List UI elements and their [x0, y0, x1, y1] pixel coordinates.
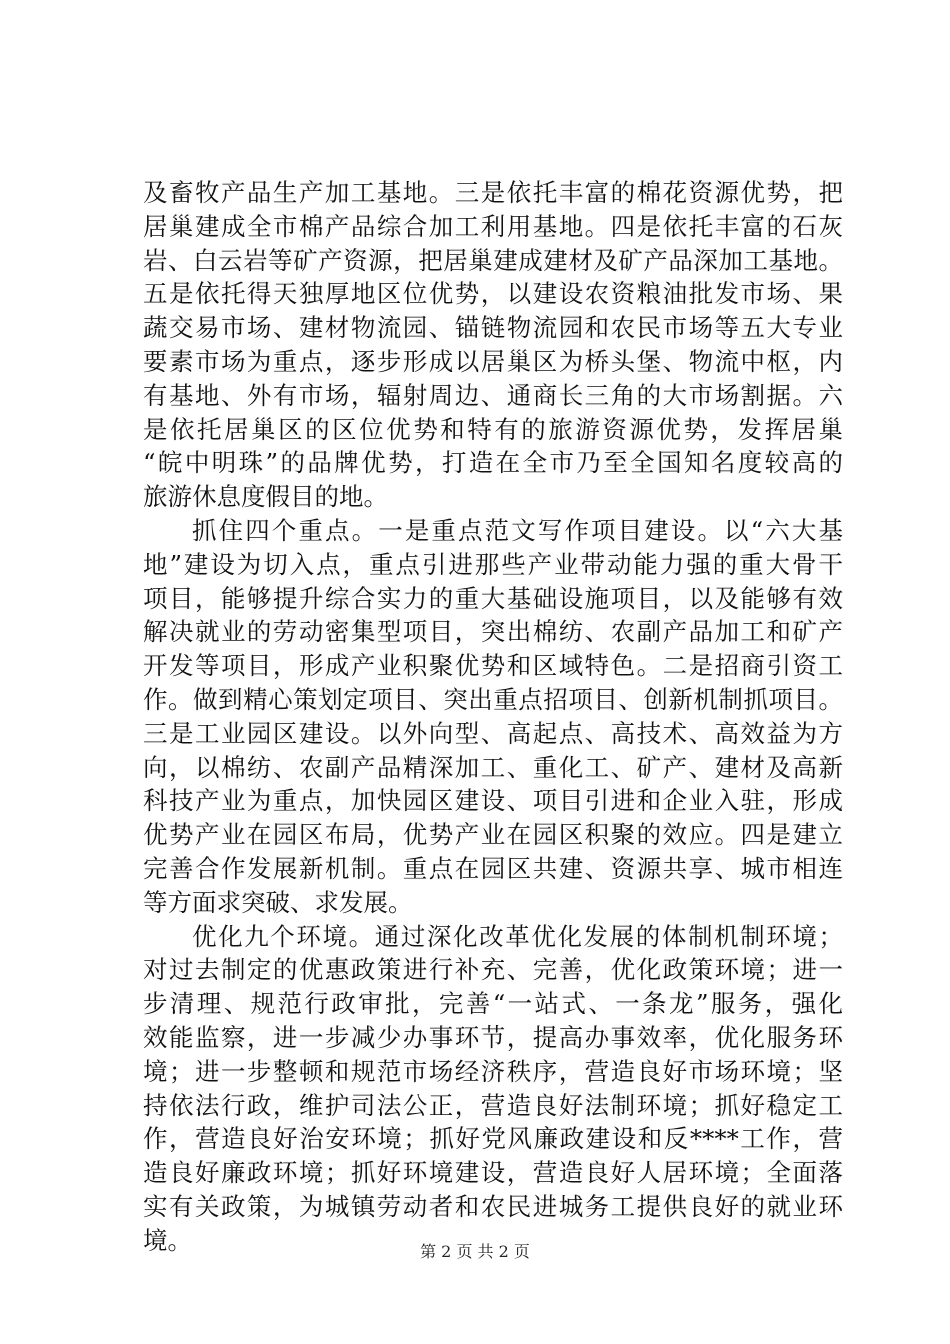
text-line: 步清理、规范行政审批，完善“一站式、一条龙”服务，强化 — [143, 989, 843, 1019]
text-line: 五是依托得天独厚地区位优势，以建设农资粮油批发市场、果 — [143, 279, 843, 309]
text-line: 要素市场为重点，逐步形成以居巢区为桥头堡、物流中枢，内 — [143, 346, 843, 376]
text-line: 旅游休息度假目的地。 — [143, 482, 388, 512]
document-body — [143, 176, 843, 1258]
text-line: 效能监察，进一步减少办事环节，提高办事效率，优化服务环 — [143, 1022, 843, 1052]
text-line: 项目，能够提升综合实力的重大基础设施项目，以及能够有效 — [143, 583, 843, 613]
text-line: 造良好廉政环境；抓好环境建设，营造良好人居环境；全面落 — [143, 1158, 843, 1188]
text-line: 科技产业为重点，加快园区建设、项目引进和企业入驻，形成 — [143, 786, 843, 816]
text-line: 蔬交易市场、建材物流园、锚链物流园和农民市场等五大专业 — [143, 313, 843, 343]
page-footer: 第 2 页 共 2 页 — [420, 1242, 530, 1261]
text-line: 境。 — [143, 1225, 192, 1255]
text-line: 作。做到精心策划定项目、突出重点招项目、创新机制抓项目。 — [143, 684, 843, 714]
text-line: 优势产业在园区布局，优势产业在园区积聚的效应。四是建立 — [143, 820, 843, 850]
text-line: 持依法行政，维护司法公正，营造良好法制环境；抓好稳定工 — [143, 1090, 843, 1120]
text-line: 作，营造良好治安环境；抓好党风廉政建设和反****工作，营 — [143, 1124, 843, 1154]
text-line: 岩、白云岩等矿产资源，把居巢建成建材及矿产品深加工基地。 — [143, 245, 843, 275]
text-line: 解决就业的劳动密集型项目，突出棉纺、农副产品加工和矿产 — [143, 617, 843, 647]
text-line: 及畜牧产品生产加工基地。三是依托丰富的棉花资源优势，把 — [143, 178, 843, 207]
text-line: 开发等项目，形成产业积聚优势和区域特色。二是招商引资工 — [143, 651, 843, 681]
text-line: 居巢建成全市棉产品综合加工利用基地。四是依托丰富的石灰 — [143, 211, 843, 241]
text-line: 对过去制定的优惠政策进行补充、完善，优化政策环境；进一 — [143, 955, 843, 985]
text-line: 等方面求突破、求发展。 — [143, 887, 413, 917]
text-line: 实有关政策，为城镇劳动者和农民进城务工提供良好的就业环 — [143, 1191, 843, 1221]
text-line: 三是工业园区建设。以外向型、高起点、高技术、高效益为方 — [143, 718, 843, 748]
text-line: “皖中明珠”的品牌优势，打造在全市乃至全国知名度较高的 — [143, 448, 843, 478]
text-line: 向，以棉纺、农副产品精深加工、重化工、矿产、建材及高新 — [143, 752, 843, 782]
text-line: 优化九个环境。通过深化改革优化发展的体制机制环境； — [192, 921, 843, 951]
text-line: 有基地、外有市场，辐射周边、通商长三角的大市场割据。六 — [143, 380, 843, 410]
text-line: 境；进一步整顿和规范市场经济秩序，营造良好市场环境；坚 — [143, 1056, 843, 1086]
text-line: 抓住四个重点。一是重点范文写作项目建设。以“六大基 — [192, 515, 843, 545]
text-line: 是依托居巢区的区位优势和特有的旅游资源优势，发挥居巢 — [143, 414, 843, 444]
text-line: 完善合作发展新机制。重点在园区共建、资源共享、城市相连 — [143, 853, 843, 883]
text-line: 地”建设为切入点，重点引进那些产业带动能力强的重大骨干 — [143, 549, 843, 579]
